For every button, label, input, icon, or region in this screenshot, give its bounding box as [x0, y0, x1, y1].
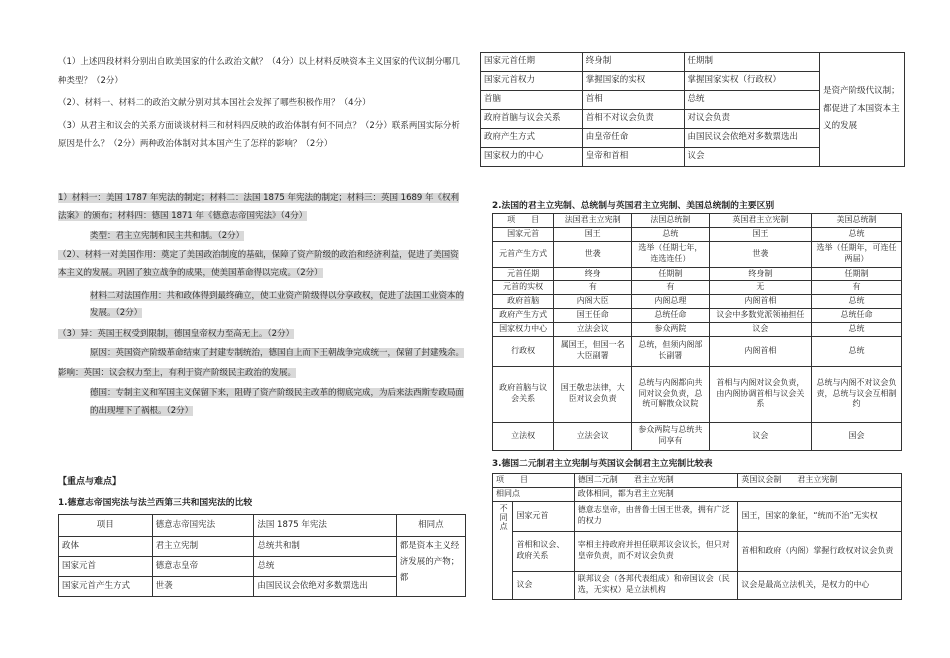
same-cell: 是资产阶级代议制；都促进了本国资本主义的发展 — [820, 53, 905, 167]
th-item: 项目 — [59, 515, 153, 537]
table-cell: 总统 — [812, 227, 902, 241]
table-cell: 选举（任期七年，连选连任） — [632, 241, 710, 267]
table-cell: 总统 — [684, 91, 820, 110]
key-heading: 【重点与难点】 — [58, 477, 122, 487]
table-cell: 国家元首任期 — [481, 53, 583, 72]
table-cell: 参众两院与总统共同享有 — [632, 422, 710, 450]
answer-2: 类型：君主立宪制和民主共和制。（2分） — [90, 231, 245, 242]
table-cell: 政府产生方式 — [481, 129, 583, 148]
same-cell: 都是资本主义经济发展的产物；都 — [396, 537, 465, 597]
table-cell: 总统与内阁不对议会负责，总统与议会互相制约 — [812, 366, 902, 422]
regime-compare-table — [492, 213, 902, 451]
section-3-title: 3.德国二元制君主立宪制与英国议会制君主立宪制比较表 — [492, 459, 713, 469]
table-cell: 总统任命 — [812, 308, 902, 322]
section-2 — [492, 198, 902, 451]
table-cell: 议会中多数党派领袖担任 — [709, 308, 811, 322]
table-cell: 首相和议会、政府关系 — [513, 531, 574, 571]
th-fr-presidential: 法国总统制 — [632, 214, 710, 228]
th-german: 德意志帝国宪法 — [152, 515, 254, 537]
th-same: 相同点 — [396, 515, 465, 537]
table-cell: 对议会负责 — [684, 110, 820, 129]
question-2: （2）、材料一、材料二的政治文献分别对其本国社会发挥了哪些积极作用？（4分） — [58, 98, 371, 109]
table-cell: 议会 — [684, 148, 820, 167]
table-cell: 内阁总理 — [632, 295, 710, 309]
table-cell: 终身制 — [582, 53, 684, 72]
table-cell: 政府产生方式 — [493, 308, 554, 322]
table-cell: 国家元首 — [513, 501, 574, 531]
table-cell: 总统 — [254, 557, 396, 577]
table-cell: 终身制 — [709, 267, 811, 281]
table-cell: 总统 — [812, 295, 902, 309]
answer-7: 影响：英国：议会权力至上，有利于资产阶级民主政治的发展。 — [58, 368, 297, 379]
table-cell: 总统 — [812, 336, 902, 366]
table-cell: 由皇帝任命 — [582, 129, 684, 148]
table-cell: 内阁大臣 — [554, 295, 632, 309]
section-1 — [58, 495, 466, 597]
table-cell: 国王 — [709, 227, 811, 241]
section-1-title: 1.德意志帝国宪法与法兰西第三共和国宪法的比较 — [58, 498, 253, 508]
table-cell: 立法会议 — [554, 422, 632, 450]
table-cell: 皇帝和首相 — [582, 148, 684, 167]
th-us-presidential: 美国总统制 — [812, 214, 902, 228]
table-cell: 国家元首权力 — [481, 72, 583, 91]
th-fr-monarchy: 法国君主立宪制 — [554, 214, 632, 228]
table-cell: 任期制 — [684, 53, 820, 72]
table-cell: 国家元首 — [59, 557, 153, 577]
table-cell: 有 — [632, 281, 710, 295]
table-cell: 议会 — [709, 422, 811, 450]
answer-3: （2）、材料一对美国作用：奠定了美国政治制度的基础，保障了资产阶级的政治和经济利益，促进了美国资本主义的发展。巩固了独立战争的成果，使美国革命得以完成。（2分） — [58, 250, 459, 279]
diff-label: 不同点 — [493, 501, 513, 599]
table-cell: 立法会议 — [554, 322, 632, 336]
table-cell: 元首任期 — [493, 267, 554, 281]
th-germany: 德国二元制 君主立宪制 — [574, 474, 738, 488]
table-cell: 任期制 — [812, 267, 902, 281]
top-compare-table — [480, 52, 905, 167]
table-cell: 国王，国家的象征，“统而不治”无实权 — [738, 501, 902, 531]
table-cell: 政体 — [59, 537, 153, 557]
table-cell: 掌握国家实权（行政权） — [684, 72, 820, 91]
answer-6: 原因：英国资产阶级革命结束了封建专制统治，德国自上而下王朝战争完成统一，保留了封建残余。 — [90, 348, 465, 359]
answer-1: 1）材料一：美国 1787 年宪法的制定；材料二：法国 1875 年宪法的制定；材料三：英国 1689 年《权利法案》的颁布；材料四：德国 1871 年《德意志帝国宪法》（4分） — [58, 193, 460, 221]
table-cell: 世袭 — [554, 241, 632, 267]
table-cell: 首相与内阁对议会负责，由内阁协调首相与议会关系 — [709, 366, 811, 422]
th-french: 法国 1875 年宪法 — [254, 515, 396, 537]
th-britain: 英国议会制 君主立宪制 — [738, 474, 902, 488]
table-cell: 首脑 — [481, 91, 583, 110]
table-cell: 总统 — [632, 227, 710, 241]
table-cell: 由国民议会依绝对多数票选出 — [684, 129, 820, 148]
table-cell: 政府首脑与议会关系 — [481, 110, 583, 129]
table-cell: 终身 — [554, 267, 632, 281]
table-cell: 政府首脑与议会关系 — [493, 366, 554, 422]
table-cell: 政府首脑 — [493, 295, 554, 309]
table-cell: 总统与内阁都向共同对议会负责，总统可解散众议院 — [632, 366, 710, 422]
th-item: 项 目 — [493, 474, 575, 488]
table-cell: 国会 — [812, 422, 902, 450]
table-cell: 议会是最高立法机关，是权力的中心 — [738, 571, 902, 599]
answer-5: （3）异：英国王权受到限制，德国皇帝权力至高无上。（2分） — [58, 328, 295, 339]
monarchy-compare-table — [492, 473, 902, 600]
table-cell: 内阁首相 — [709, 336, 811, 366]
same-value: 政体相同，都为君主立宪制 — [574, 487, 901, 501]
same-label: 相同点 — [493, 487, 575, 501]
table-cell: 联邦议会（各邦代表组成）和帝国议会（民选，无实权）是立法机构 — [574, 571, 738, 599]
table-cell: 君主立宪制 — [152, 537, 254, 557]
table-cell: 有 — [812, 281, 902, 295]
question-1: （1）上述四段材料分别出自欧美国家的什么政治文献？（4分）以上材料反映资本主义国家的代议制分哪几种类型？（2分） — [58, 57, 460, 86]
table-cell: 国家元首 — [493, 227, 554, 241]
table-cell: 由国民议会依绝对多数票选出 — [254, 577, 396, 597]
table-cell: 德意志皇帝 — [152, 557, 254, 577]
table-cell: 首相和政府（内阁）掌握行政权对议会负责 — [738, 531, 902, 571]
table-cell: 总统任命 — [632, 308, 710, 322]
table-cell: 立法权 — [493, 422, 554, 450]
answer-4: 材料二对法国作用：共和政体得到最终确立，使工业资产阶级得以分享政权，促进了法国工业资本的发展。（2分） — [90, 290, 465, 319]
table-cell: 宰相主持政府并担任联邦议会议长，但只对皇帝负责，而不对议会负责 — [574, 531, 738, 571]
table-cell: 参众两院 — [632, 322, 710, 336]
table-cell: 议会 — [513, 571, 574, 599]
table-cell: 掌握国家的实权 — [582, 72, 684, 91]
table-cell: 议会 — [709, 322, 811, 336]
table-cell: 国王敬忠法律，大臣对议会负责 — [554, 366, 632, 422]
table-cell: 总统共和制 — [254, 537, 396, 557]
table-cell: 总统，但须内阁部长副署 — [632, 336, 710, 366]
table-cell: 德意志皇帝，由普鲁士国王世袭，拥有广泛的权力 — [574, 501, 738, 531]
table-cell: 国家权力中心 — [493, 322, 554, 336]
table-cell: 有 — [554, 281, 632, 295]
table-cell: 属国王，但国一名大臣副署 — [554, 336, 632, 366]
table-cell: 国王 — [554, 227, 632, 241]
table-cell: 国王任命 — [554, 308, 632, 322]
table-cell: 总统 — [812, 322, 902, 336]
table-cell: 无 — [709, 281, 811, 295]
table-cell: 世袭 — [152, 577, 254, 597]
table-cell: 选举（任期年，可连任两届） — [812, 241, 902, 267]
section-3 — [492, 456, 902, 600]
th-item: 项 目 — [493, 214, 554, 228]
th-uk-monarchy: 英国君主立宪制 — [709, 214, 811, 228]
table-cell: 世袭 — [709, 241, 811, 267]
table-cell: 元首产生方式 — [493, 241, 554, 267]
answer-block — [58, 190, 464, 425]
table-cell: 首相不对议会负责 — [582, 110, 684, 129]
table-cell: 任期制 — [632, 267, 710, 281]
answer-8: 德国：专制主义和军国主义保留下来，阻碍了资产阶级民主改革的彻底完成，为后来法西斯专政局面的出现埋下了祸根。（2分） — [90, 387, 465, 416]
table-cell: 国家权力的中心 — [481, 148, 583, 167]
table-cell: 元首的实权 — [493, 281, 554, 295]
table-cell: 内阁首相 — [709, 295, 811, 309]
questions — [58, 53, 466, 161]
top-table-block — [480, 52, 905, 167]
table-cell: 首相 — [582, 91, 684, 110]
constitution-compare-table — [58, 514, 466, 597]
table-cell: 国家元首产生方式 — [59, 577, 153, 597]
section-2-title: 2.法国的君主立宪制、总统制与英国君主立宪制、美国总统制的主要区别 — [492, 201, 775, 211]
table-cell: 行政权 — [493, 336, 554, 366]
question-3: （3）从君主和议会的关系方面谈谈材料三和材料四反映的政治体制有何不同点？（2分）联系两国实际分析原因是什么？（2分）两种政治体制对其本国产生了怎样的影响？（2分） — [58, 120, 460, 150]
